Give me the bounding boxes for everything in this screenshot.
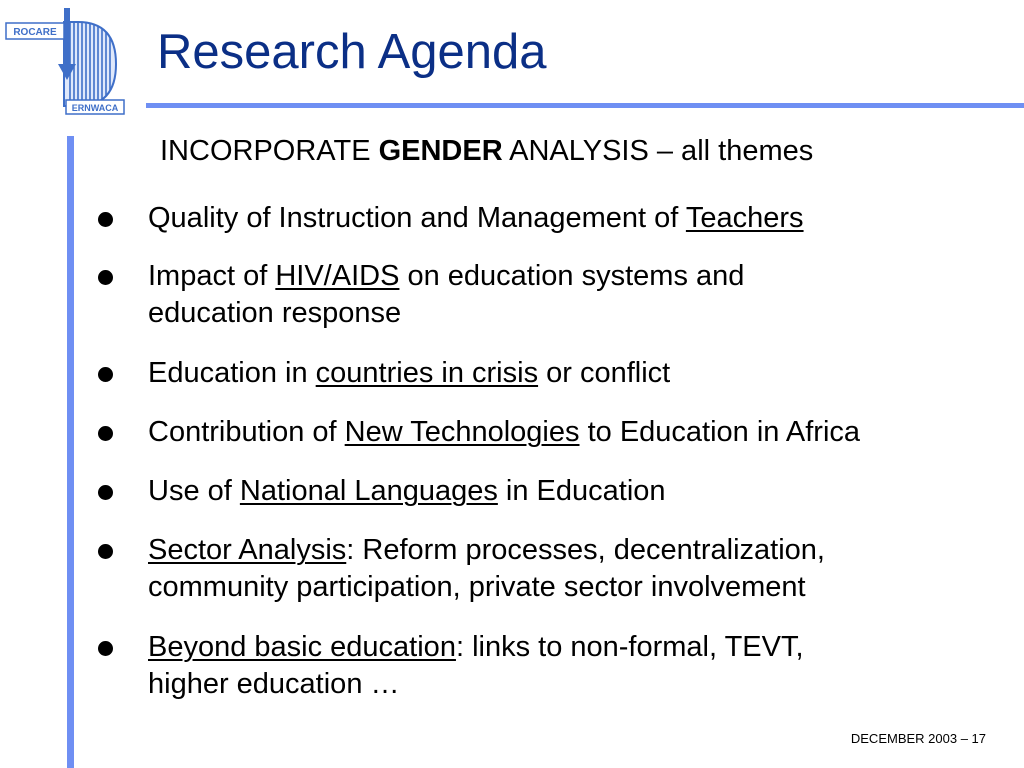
bullet-icon [98, 641, 113, 656]
bullet-icon [98, 544, 113, 559]
bullet-text [148, 532, 1008, 606]
bullet-keyword-new-technologies: New Technologies [344, 416, 580, 448]
bullet-keyword-beyond-basic-education: Beyond basic education [148, 631, 456, 663]
bullet-text-post: : links to non-formal, TEVT, [455, 631, 804, 663]
bullet-text-pre: Education in [148, 357, 316, 389]
bullet-text-pre: Quality of Instruction and Management of [148, 202, 686, 234]
bullet-text-line2: education response [148, 297, 402, 329]
subtitle-suffix: ANALYSIS – all themes [502, 135, 814, 167]
bullet-icon [98, 426, 113, 441]
bullet-keyword-hiv-aids: HIV/AIDS [275, 260, 400, 292]
bullet-text-post: or conflict [538, 357, 671, 389]
bullet-keyword-sector-analysis: Sector Analysis [148, 534, 347, 566]
bullet-keyword-national-languages: National Languages [239, 475, 498, 507]
bullet-text [148, 414, 1008, 451]
subtitle-emphasis: GENDER [378, 135, 503, 167]
title-underline-rule [146, 103, 1024, 108]
slide-title: Research Agenda [157, 25, 547, 79]
bullet-icon [98, 212, 113, 227]
bullet-icon [98, 485, 113, 500]
rocare-ernwaca-logo [4, 8, 126, 116]
bullet-text-line2: community participation, private sector involvement [148, 571, 806, 603]
bullet-text [148, 258, 1008, 332]
bullet-keyword-teachers: Teachers [685, 202, 804, 234]
rocare-ernwaca-logo-icon [4, 8, 126, 116]
bullet-text-post: to Education in Africa [579, 416, 861, 448]
bullet-text-pre: Contribution of [148, 416, 345, 448]
bullet-text [148, 200, 1008, 237]
subtitle-prefix: INCORPORATE [160, 135, 379, 167]
bullet-icon [98, 270, 113, 285]
bullet-text-pre: Impact of [148, 260, 276, 292]
bullet-text [148, 629, 1008, 703]
bullet-text [148, 355, 1008, 392]
bullet-text-post: on education systems and [399, 260, 745, 292]
bullet-text [148, 473, 1008, 510]
slide-footer: DECEMBER 2003 – 17 [850, 731, 986, 746]
left-accent-bar [67, 136, 74, 768]
logo-top-text: ROCARE [13, 27, 57, 38]
bullet-icon [98, 367, 113, 382]
bullet-text-post: in Education [497, 475, 666, 507]
bullet-text-line2: higher education … [148, 668, 400, 700]
bullet-keyword-countries-in-crisis: countries in crisis [315, 357, 539, 389]
bullet-text-pre: Use of [148, 475, 240, 507]
slide-subtitle [160, 135, 813, 168]
bullet-text-post: : Reform processes, decentralization, [346, 534, 825, 566]
logo-bottom-text: ERNWACA [71, 103, 119, 113]
